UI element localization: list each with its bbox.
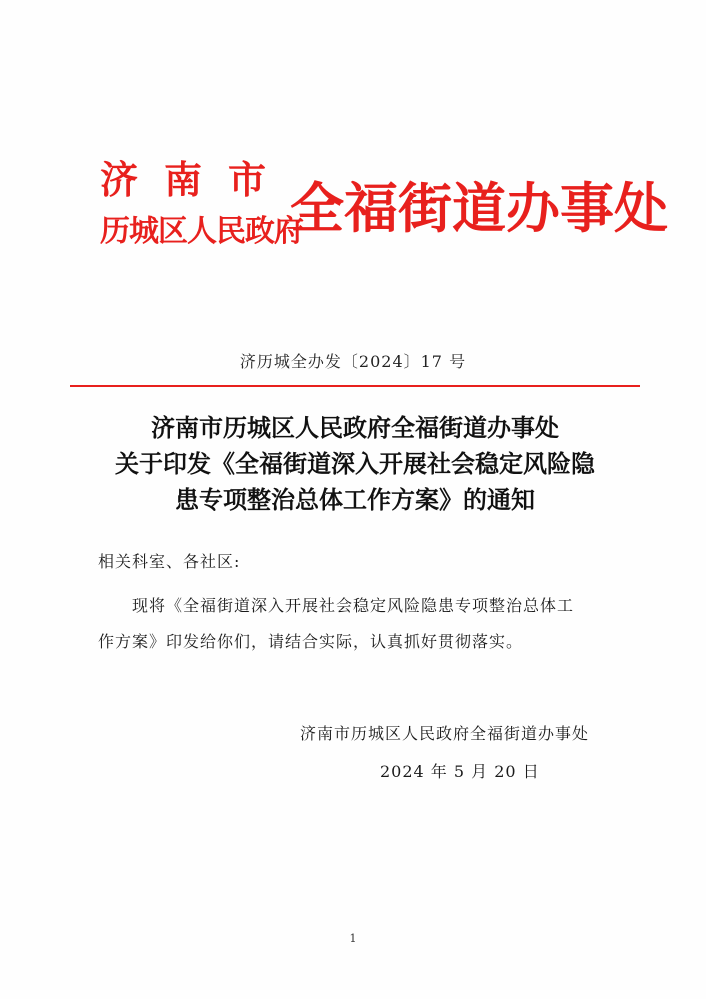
red-header [100, 150, 668, 270]
red-divider [70, 385, 640, 387]
signature: 济南市历城区人民政府全福街道办事处 [300, 724, 590, 743]
org-main-name: 全福街道办事处 [290, 176, 668, 240]
page-number: 1 [349, 932, 357, 945]
body-paragraph [98, 588, 618, 660]
org-city: 济南市 [100, 157, 293, 202]
document-title [60, 410, 650, 518]
body-line-2: 作方案》印发给你们，请结合实际，认真抓好贯彻落实。 [98, 632, 524, 651]
body-line-1: 现将《全福街道深入开展社会稳定风险隐患专项整治总体工 [132, 596, 575, 615]
recipients: 相关科室、各社区: [98, 552, 241, 571]
title-line-3: 患专项整治总体工作方案》的通知 [175, 485, 535, 514]
title-line-1: 济南市历城区人民政府全福街道办事处 [151, 413, 559, 442]
title-line-2: 关于印发《全福街道深入开展社会稳定风险隐 [115, 449, 595, 478]
issuing-authority-block [100, 156, 303, 256]
issue-date: 2024 年 5 月 20 日 [380, 762, 540, 781]
document-number: 济历城全办发〔2024〕17 号 [239, 352, 467, 371]
org-district: 历城区人民政府 [100, 214, 303, 249]
